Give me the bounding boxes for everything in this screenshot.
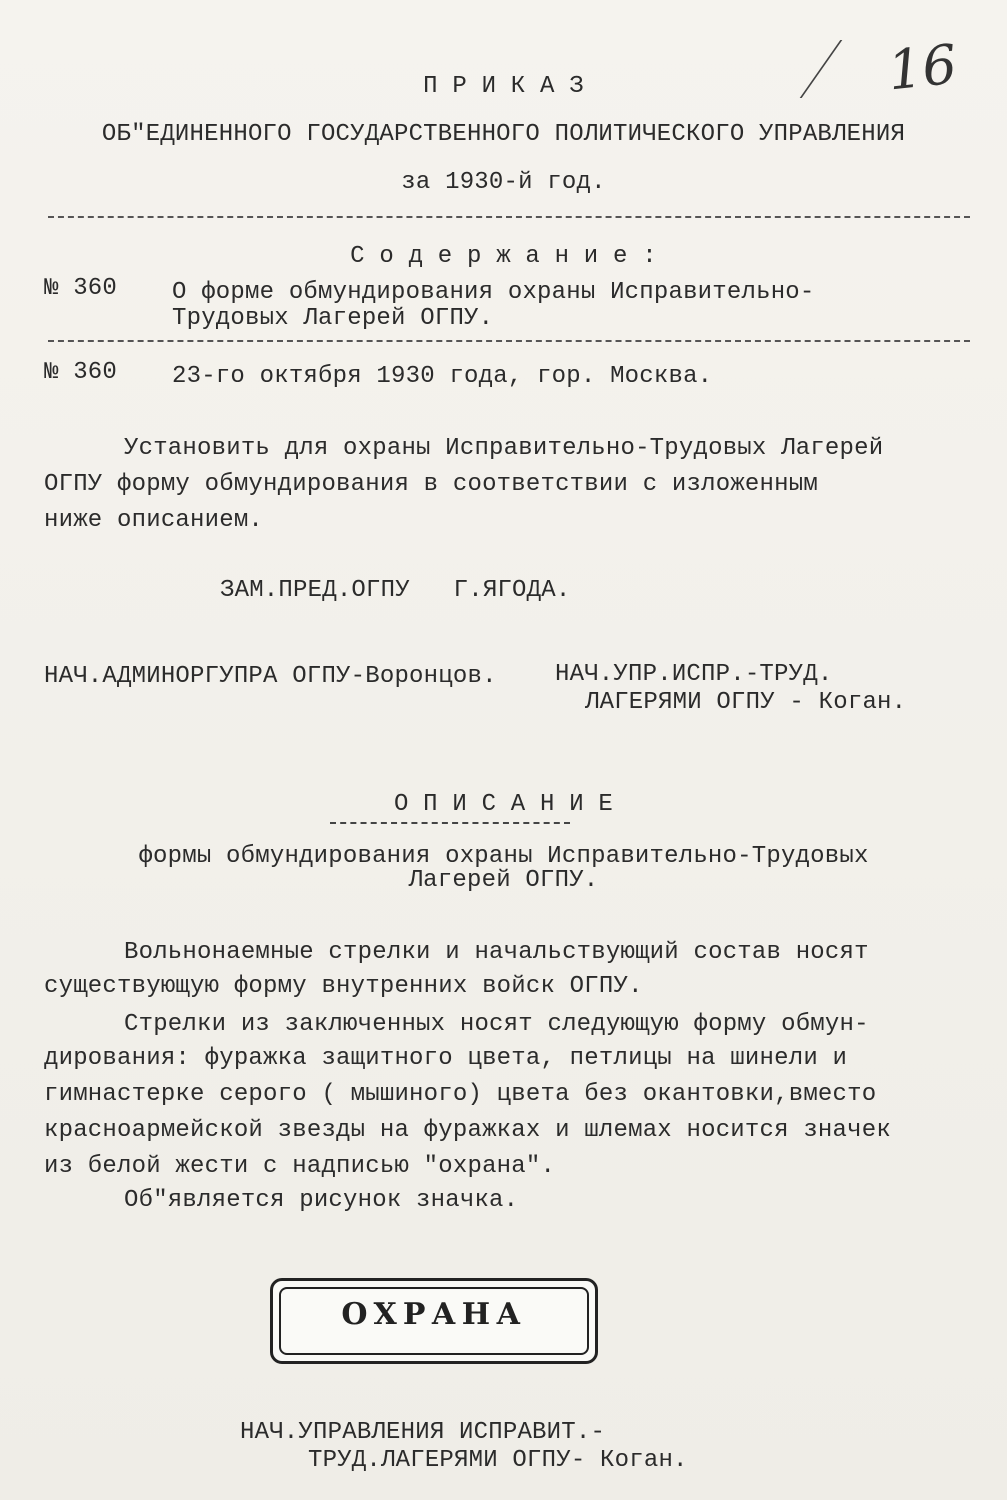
order-signature: ЗАМ.ПРЕД.ОГПУ Г.ЯГОДА.: [220, 577, 571, 604]
document-title: П Р И К А З: [423, 73, 584, 100]
footer-line-1: НАЧ.УПРАВЛЕНИЯ ИСПРАВИТ.-: [240, 1419, 606, 1446]
paragraph-line: гимнастерке серого ( мышиного) цвета без окантовки,вместо: [44, 1081, 877, 1108]
paragraph-line: красноармейской звезды на фуражках и шлемах носится значек: [44, 1117, 891, 1144]
description-heading: О П И С А Н И Е: [393, 791, 614, 818]
footer-line-2: ТРУД.ЛАГЕРЯМИ ОГПУ- Коган.: [308, 1447, 688, 1474]
heading-underline: [330, 822, 570, 824]
paragraph-line: существующую форму внутренних войск ОГПУ.: [44, 973, 643, 1000]
document-year: за 1930-й год.: [401, 169, 606, 196]
paragraph-line: Вольнонаемные стрелки и начальствующий состав носят: [124, 939, 869, 966]
divider: [48, 216, 970, 218]
paragraph-line: дирования: фуражка защитного цвета, петлицы на шинели и: [44, 1045, 848, 1072]
badge-text: ОХРАНА: [341, 1297, 527, 1332]
paragraph-line: Об"является рисунок значка.: [124, 1187, 519, 1214]
description-subtitle-2: Лагерей ОГПУ.: [408, 867, 599, 894]
order-body-line: ниже описанием.: [44, 507, 264, 534]
contents-number: № 360: [44, 275, 118, 302]
order-number: № 360: [44, 359, 118, 386]
divider: [48, 340, 970, 342]
description-subtitle-1: формы обмундирования охраны Исправительно-Трудовых: [138, 843, 869, 870]
signatory-right-2: ЛАГЕРЯМИ ОГПУ - Коган.: [585, 689, 907, 716]
contents-line-2: Трудовых Лагерей ОГПУ.: [172, 305, 494, 332]
contents-line-1: О форме обмундирования охраны Исправительно-: [172, 279, 815, 306]
badge-drawing: [270, 1278, 598, 1364]
signatory-left: НАЧ.АДМИНОРГУПРА ОГПУ-Воронцов.: [44, 663, 497, 690]
order-body-line: Установить для охраны Исправительно-Трудовых Лагерей: [124, 435, 884, 462]
document-subtitle: ОБ"ЕДИНЕННОГО ГОСУДАРСТВЕННОГО ПОЛИТИЧЕСКОГО УПРАВЛЕНИЯ: [101, 121, 906, 148]
paragraph-line: из белой жести с надписью "охрана".: [44, 1153, 556, 1180]
paragraph-line: Стрелки из заключенных носят следующую форму обмун-: [124, 1011, 869, 1038]
signatory-right-1: НАЧ.УПР.ИСПР.-ТРУД.: [555, 661, 833, 688]
handwritten-page-number: 16: [885, 32, 961, 103]
order-body-line: ОГПУ форму обмундирования в соответствии с изложенным: [44, 471, 818, 498]
order-date-place: 23-го октября 1930 года, гор. Москва.: [172, 363, 713, 390]
contents-heading: С о д е р ж а н и е :: [350, 243, 657, 270]
